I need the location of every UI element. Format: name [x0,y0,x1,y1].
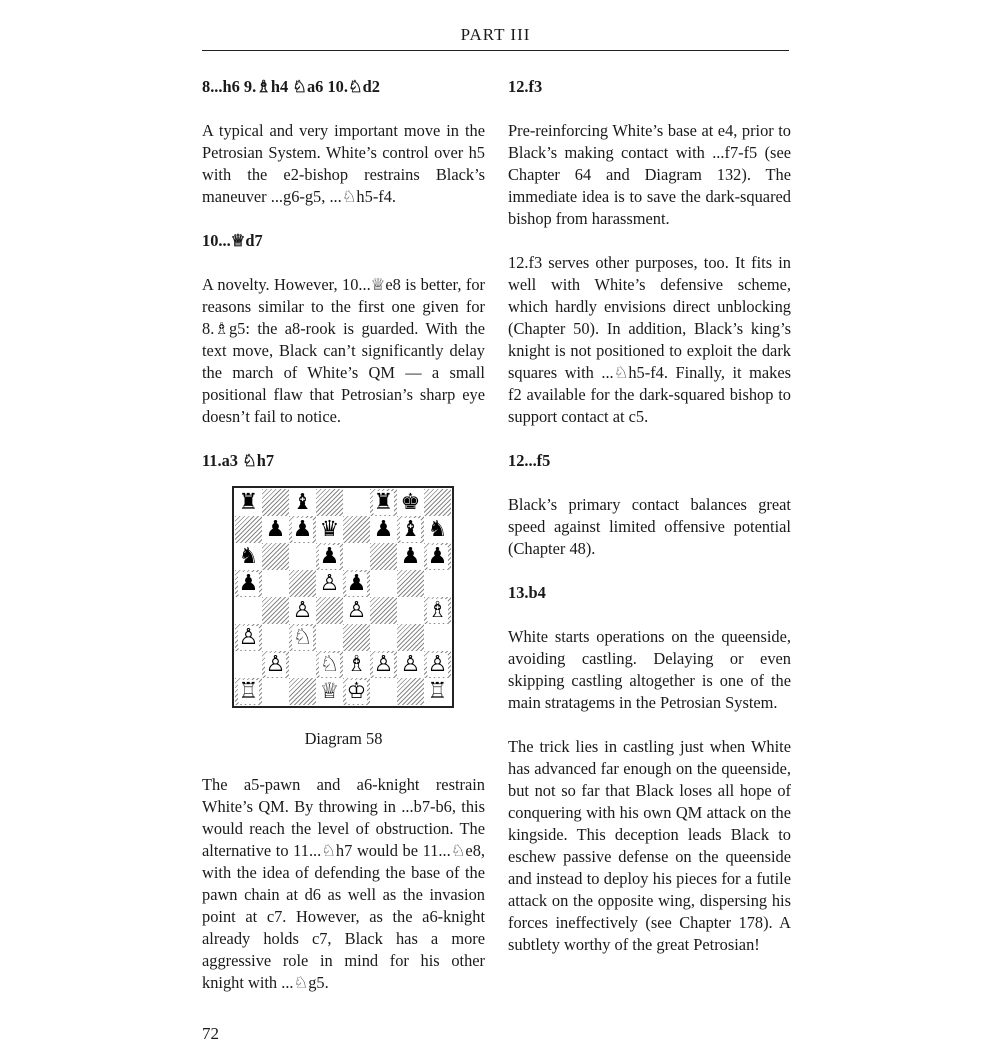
move-heading: 12.f3 [508,77,543,96]
chess-piece-icon: ♟ [373,516,394,542]
square-c1 [289,678,316,705]
chess-piece-icon: ♟ [265,516,286,542]
chess-piece-icon: ♟ [292,516,313,542]
square-a4 [235,597,262,624]
square-a6 [235,543,262,570]
square-f5 [370,570,397,597]
square-f1 [370,678,397,705]
chess-piece-icon: ♙ [373,651,394,677]
chess-piece-icon: ♜ [373,489,394,515]
square-a1 [235,678,262,705]
square-a3 [235,624,262,651]
chess-piece-icon: ♞ [427,516,448,542]
square-e5 [343,570,370,597]
move-heading: 12...f5 [508,451,551,470]
chess-piece-icon: ♙ [238,624,259,650]
square-d8 [316,489,343,516]
paragraph: 12.f3 serves other purposes, too. It fits in well with White’s defensive scheme, which hardly envisions direct unblocking (Chapter 50). In addition, Black’s king’s knight is not positioned to exploit the dark squares with ...♘h5-f4. Finally, it makes f2 available for the dark-squared bishop to support contact at c5. [508,253,791,426]
left-column [202,76,485,1016]
square-d6 [316,543,343,570]
square-d3 [316,624,343,651]
chess-piece-icon: ♟ [427,543,448,569]
square-a2 [235,651,262,678]
square-c6 [289,543,316,570]
square-h6 [424,543,451,570]
square-f8 [370,489,397,516]
square-c8 [289,489,316,516]
square-c3 [289,624,316,651]
square-g3 [397,624,424,651]
chess-piece-icon: ♙ [265,651,286,677]
chess-piece-icon: ♕ [319,678,340,704]
square-f6 [370,543,397,570]
square-c5 [289,570,316,597]
square-e3 [343,624,370,651]
square-h2 [424,651,451,678]
square-a5 [235,570,262,597]
square-g2 [397,651,424,678]
running-header [202,24,789,51]
paragraph: Black’s primary contact balances great speed against limited offensive potential (Chapter 48). [508,495,791,558]
square-e2 [343,651,370,678]
diagram-caption: Diagram 58 [304,729,383,748]
square-b5 [262,570,289,597]
square-b8 [262,489,289,516]
square-f2 [370,651,397,678]
square-g1 [397,678,424,705]
square-f7 [370,516,397,543]
square-h5 [424,570,451,597]
square-g4 [397,597,424,624]
square-g8 [397,489,424,516]
paragraph: White starts operations on the queenside, avoiding castling. Delaying or even skipping castling altogether is one of the main stratagems in the Petrosian System. [508,627,791,712]
chess-piece-icon: ♖ [238,678,259,704]
chess-diagram [232,486,454,708]
move-heading: 10...♕d7 [202,231,263,250]
square-b2 [262,651,289,678]
paragraph: Pre-reinforcing White’s base at e4, prior to Black’s making contact with ...f7-f5 (see Chapter 64 and Diagram 132). The immediate idea is to save the dark-squared bishop from harassment. [508,121,791,228]
paragraph: The a5-pawn and a6-knight restrain White’s QM. By throwing in ...b7-b6, this would reach the level of obstruction. The alternative to 11...♘h7 would be 11...♘e8, with the idea of defending the base of the pawn chain at d6 as well as the invasion point at c7. However, as the a6-knight already holds c7, Black has a more aggressive role in mind for his other knight with ...♘g5. [202,775,485,992]
square-d7 [316,516,343,543]
chess-piece-icon: ♝ [400,516,421,542]
paragraph: A typical and very important move in the Petrosian System. White’s control over h5 with the e2-bishop restrains Black’s maneuver ...g6-g5, ...♘h5-f4. [202,121,485,206]
square-a8 [235,489,262,516]
square-e1 [343,678,370,705]
square-e6 [343,543,370,570]
move-heading: 13.b4 [508,583,546,602]
square-b3 [262,624,289,651]
square-e4 [343,597,370,624]
page-number: 72 [202,1024,219,1043]
chess-piece-icon: ♙ [346,597,367,623]
paragraph: A novelty. However, 10...♕e8 is better, for reasons similar to the first one given for 8.♗g5: the a8-rook is guarded. With the text move, Black can’t significantly delay the march of White’s QM — a small positional flaw that Petrosian’s sharp eye doesn’t fail to notice. [202,275,485,426]
chess-piece-icon: ♙ [400,651,421,677]
part-title: PART III [460,25,531,44]
square-d1 [316,678,343,705]
square-b1 [262,678,289,705]
right-column [508,76,791,978]
move-heading: 8...h6 9.♗h4 ♘a6 10.♘d2 [202,77,380,96]
chess-piece-icon: ♞ [238,543,259,569]
square-c4 [289,597,316,624]
square-g5 [397,570,424,597]
chess-piece-icon: ♙ [427,651,448,677]
chess-piece-icon: ♚ [400,489,421,515]
square-e7 [343,516,370,543]
square-h8 [424,489,451,516]
square-h3 [424,624,451,651]
square-d4 [316,597,343,624]
chess-piece-icon: ♟ [238,570,259,596]
chess-piece-icon: ♝ [292,489,313,515]
square-a7 [235,516,262,543]
chess-piece-icon: ♟ [346,570,367,596]
move-heading: 11.a3 ♘h7 [202,451,275,470]
chess-piece-icon: ♘ [319,651,340,677]
square-d5 [316,570,343,597]
chess-piece-icon: ♗ [427,597,448,623]
chess-piece-icon: ♛ [319,516,340,542]
chess-piece-icon: ♜ [238,489,259,515]
paragraph: The trick lies in castling just when White has advanced far enough on the queenside, but not so far that Black loses all hope of conquering with his own QM attack on the kingside. This deception leads Black to eschew passive defense on the queenside and instead to deploy his pieces for a futile attack on the opposite wing, dispersing his forces ineffectively (see Chapter 178). A subtlety worthy of the great Petrosian! [508,737,791,954]
chess-piece-icon: ♔ [346,678,367,704]
chess-piece-icon: ♟ [400,543,421,569]
chess-piece-icon: ♟ [319,543,340,569]
square-d2 [316,651,343,678]
square-c7 [289,516,316,543]
square-b6 [262,543,289,570]
square-e8 [343,489,370,516]
square-h1 [424,678,451,705]
square-b4 [262,597,289,624]
square-g7 [397,516,424,543]
chess-piece-icon: ♘ [292,624,313,650]
chess-piece-icon: ♙ [292,597,313,623]
square-c2 [289,651,316,678]
square-g6 [397,543,424,570]
square-f4 [370,597,397,624]
square-h7 [424,516,451,543]
square-b7 [262,516,289,543]
square-f3 [370,624,397,651]
square-h4 [424,597,451,624]
chess-piece-icon: ♖ [427,678,448,704]
chess-piece-icon: ♗ [346,651,367,677]
chess-piece-icon: ♙ [319,570,340,596]
